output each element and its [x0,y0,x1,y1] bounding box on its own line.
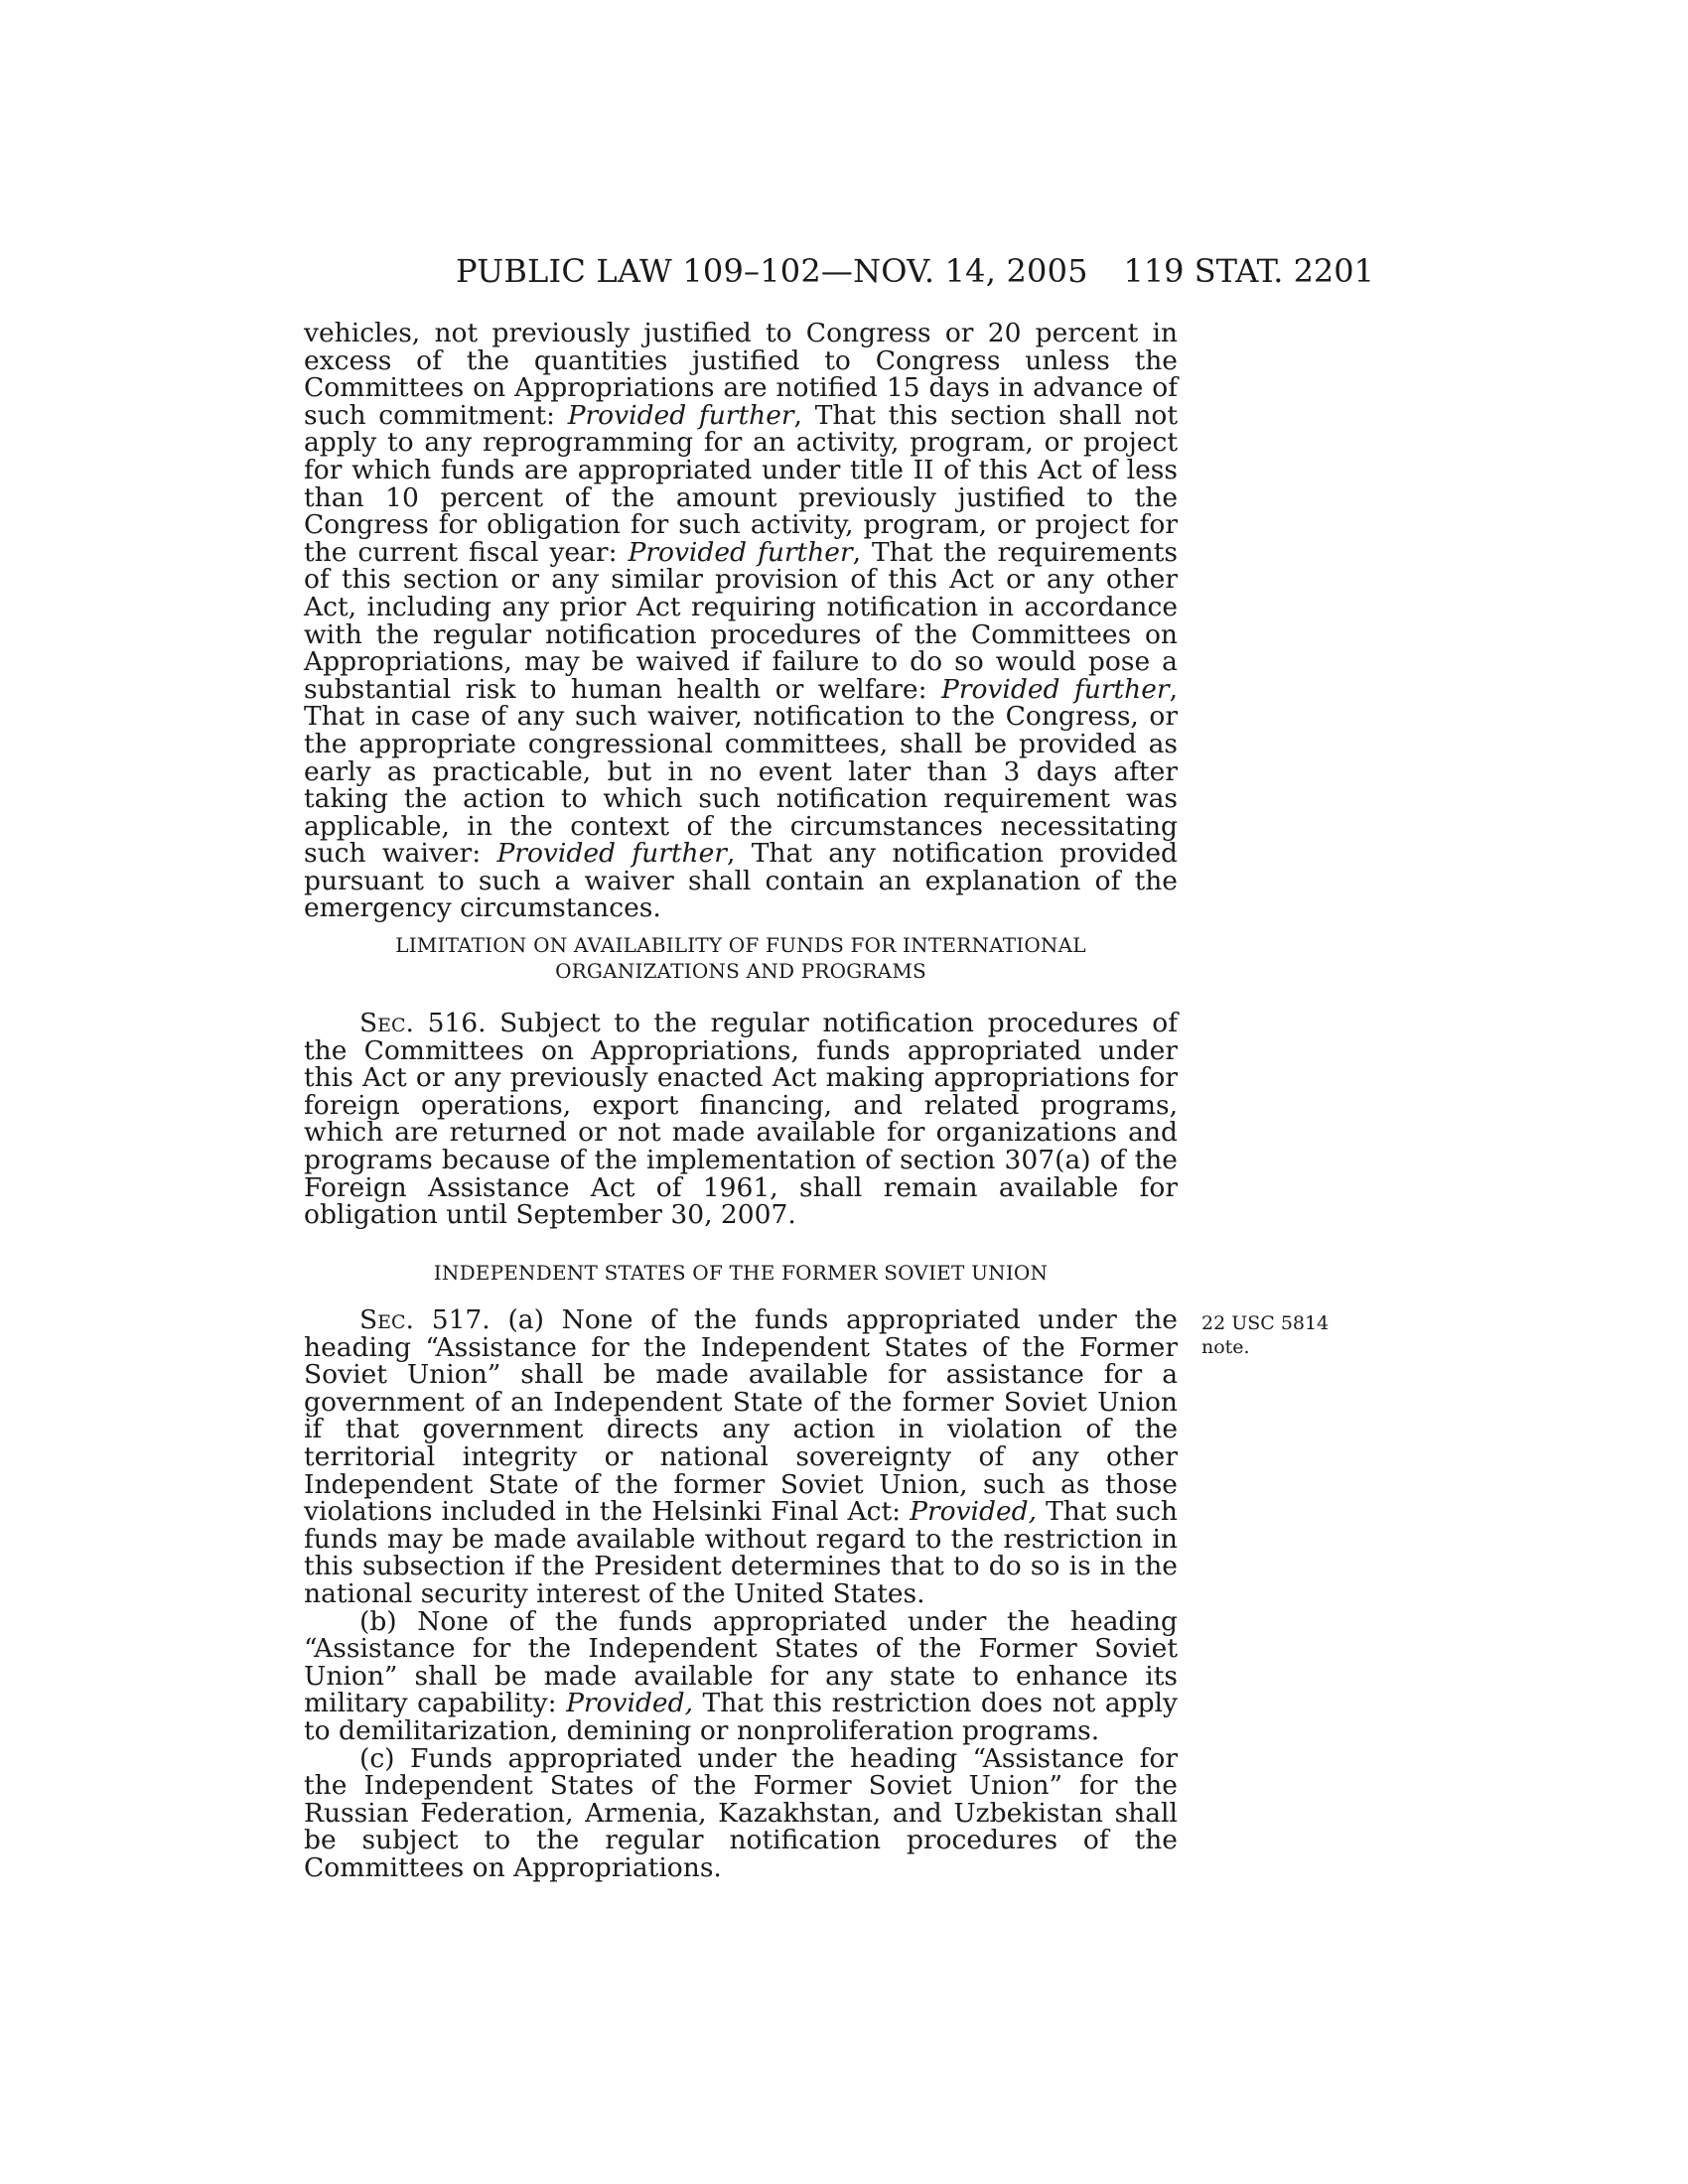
running-header-title: PUBLIC LAW 109–102—NOV. 14, 2005 [456,252,1088,290]
text-run: (a) None of the funds appropriated under the heading “Assistance for the Independent States of the Former Soviet Union” shall be made available for assistance for a government of an Independent State of the former Soviet Union if that government directs any action in violation of the territorial integrity or national sovereignty of any other Independent State of the former Soviet Union, such as those violations included in the Helsinki Final Act: [304,1304,1178,1528]
section-516-paragraph [304,1010,1178,1229]
paragraph-text [304,320,1178,922]
section-516-heading [304,932,1178,984]
margin-note-citation: 22 USC 5814 [1201,1312,1330,1334]
section-517-body [304,1306,1178,1881]
proviso-italic: Provided further [628,536,853,568]
text-run: (b) None of the funds appropriated under the heading “Assistance for the Independent States of the Former Soviet Union” shall be made available for any state to enhance its military capability: [304,1605,1178,1719]
heading-line: ORGANIZATIONS AND PROGRAMS [555,959,926,983]
section-label: Sec. 516. [359,1008,487,1038]
proviso-italic: Provided, [566,1688,693,1719]
margin-note-label: note. [1201,1336,1250,1358]
text-run: (c) Funds appropriated under the heading “Assistance for the Independent States of the Former Soviet Union” for the Russian Federation, Armenia, Kazakhstan, and Uzbekistan shall be subject to the regular notification procedures of the Committees on Appropriations. [304,1742,1178,1883]
text-run: vehicles, not previously justified to Congress or 20 percent in excess of the quantities justified to Congress unless the Committees on Appropriations are notified 15 days in advance of such commitment: [304,318,1178,431]
proviso-italic: Provided further [496,838,727,870]
margin-note [1201,1311,1329,1359]
subsection-c [304,1742,1178,1883]
text-run: , That any notification provided pursuant to such a waiver shall contain an explanation of the emergency circumstances. [304,838,1178,924]
proviso-italic: Provided further [940,673,1170,705]
text-run: That such funds may be made available without regard to the restriction in this subsection if the President determines that to do so is in the national security interest of the United States. [304,1496,1178,1609]
text-run: , That the requirements of this section or any similar provision of this Act or any other Act, including any prior Act requiring notification in accordance with the regular notification procedures of the Committees on Appropriations, may be waived if failure to do so would pose a substantial risk to human health or welfare: [304,536,1178,705]
subsection-a [304,1306,1178,1608]
section-516-body [304,1010,1178,1229]
proviso-italic: Provided further [567,399,794,431]
section-label: Sec. 517. [359,1304,491,1335]
text-run: That this restriction does not apply to demilitarization, demining or nonproliferation programs. [304,1688,1178,1746]
text-run: , That in case of any such waiver, notification to the Congress, or the appropriate congressional committees, shall be provided as early as practicable, but in no event later than 3 days after taking the action to which such notification requirement was applicable, in the context of the circumstances necessitating such waiver: [304,673,1178,870]
continuation-paragraph [304,320,1178,922]
running-header-page-ref: 119 STAT. 2201 [1123,252,1374,290]
heading-line: LIMITATION ON AVAILABILITY OF FUNDS FOR INTERNATIONAL [395,933,1086,957]
section-517-heading: INDEPENDENT STATES OF THE FORMER SOVIET UNION [433,1261,1049,1285]
proviso-italic: Provided, [910,1496,1038,1528]
text-run: , That this section shall not apply to any reprogramming for an activity, program, or project for which funds are appropriated under title II of this Act of less than 10 percent of the amount previously justified to the Congress for obligation for such activity, program, or project for the current fiscal year: [304,399,1178,568]
text-run: Subject to the regular notification procedures of the Committees on Appropriations, funds appropriated under this Act or any previously enacted Act making appropriations for foreign operations, export financing, and related programs, which are returned or not made available for organizations and programs because of the implementation of section 307(a) of the Foreign Assistance Act of 1961, shall remain available for obligation until September 30, 2007. [304,1008,1178,1231]
subsection-b [304,1605,1178,1746]
